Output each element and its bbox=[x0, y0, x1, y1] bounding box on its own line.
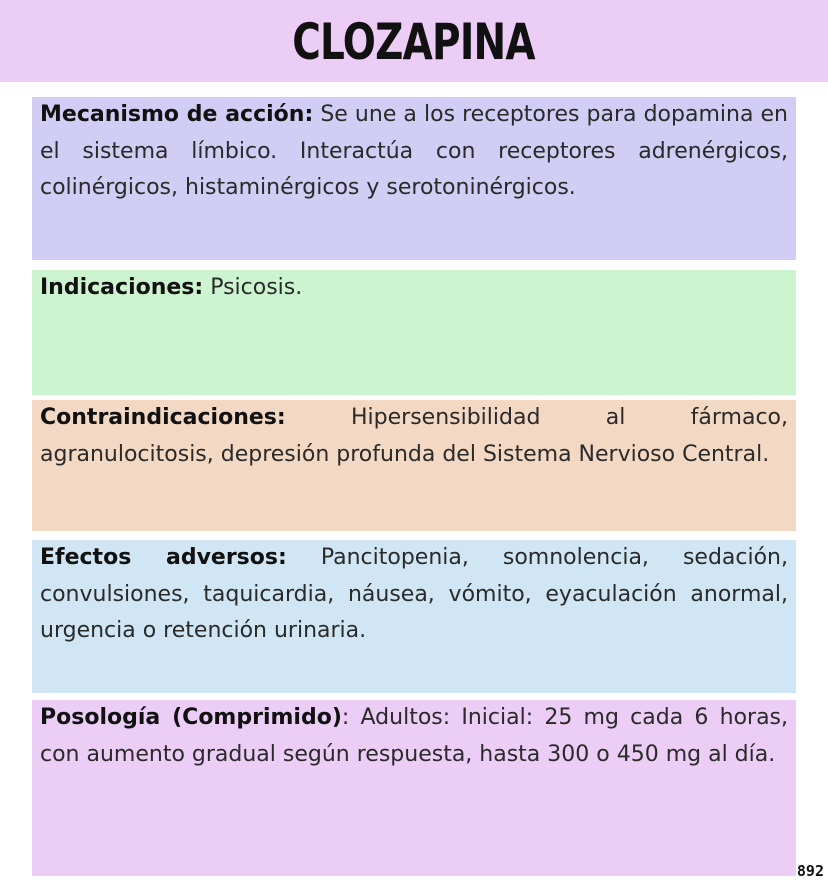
posologia-paragraph bbox=[40, 700, 788, 773]
page-number: 892 bbox=[796, 862, 824, 880]
efectos-paragraph bbox=[40, 540, 788, 650]
section-posologia bbox=[32, 700, 796, 876]
section-efectos-adversos bbox=[32, 540, 796, 693]
posologia-text: : Adultos: Inicial: 25 mg cada 6 horas, con aumento gradual según respuesta, hasta 300 o 450 mg al día. bbox=[40, 705, 789, 767]
page-title: CLOZAPINA bbox=[292, 13, 536, 71]
mecanismo-label: Mecanismo de acción: bbox=[40, 102, 314, 127]
indicaciones-label: Indicaciones: bbox=[40, 275, 204, 300]
section-contraindicaciones bbox=[32, 400, 796, 531]
section-mecanismo bbox=[32, 97, 796, 260]
contraindicaciones-label: Contraindicaciones: bbox=[40, 405, 286, 430]
contraindicaciones-text: Hipersensibilidad al fármaco, agranulocitosis, depresión profunda del Sistema Nervioso Central. bbox=[40, 405, 788, 467]
title-bar bbox=[0, 0, 828, 82]
section-indicaciones bbox=[32, 270, 796, 395]
efectos-label: Efectos adversos: bbox=[40, 545, 287, 570]
posologia-label: Posología (Comprimido) bbox=[40, 705, 342, 730]
mecanismo-text: Se une a los receptores para dopamina en el sistema límbico. Interactúa con receptores adrenérgicos, colinérgicos, histaminérgicos y serotoninérgicos. bbox=[40, 102, 788, 200]
mecanismo-paragraph bbox=[40, 97, 788, 207]
indicaciones-paragraph bbox=[40, 270, 788, 307]
contraindicaciones-paragraph bbox=[40, 400, 788, 473]
indicaciones-text: Psicosis. bbox=[210, 275, 303, 300]
efectos-text: Pancitopenia, somnolencia, sedación, convulsiones, taquicardia, náusea, vómito, eyaculación anormal, urgencia o retención urinaria. bbox=[40, 545, 788, 643]
